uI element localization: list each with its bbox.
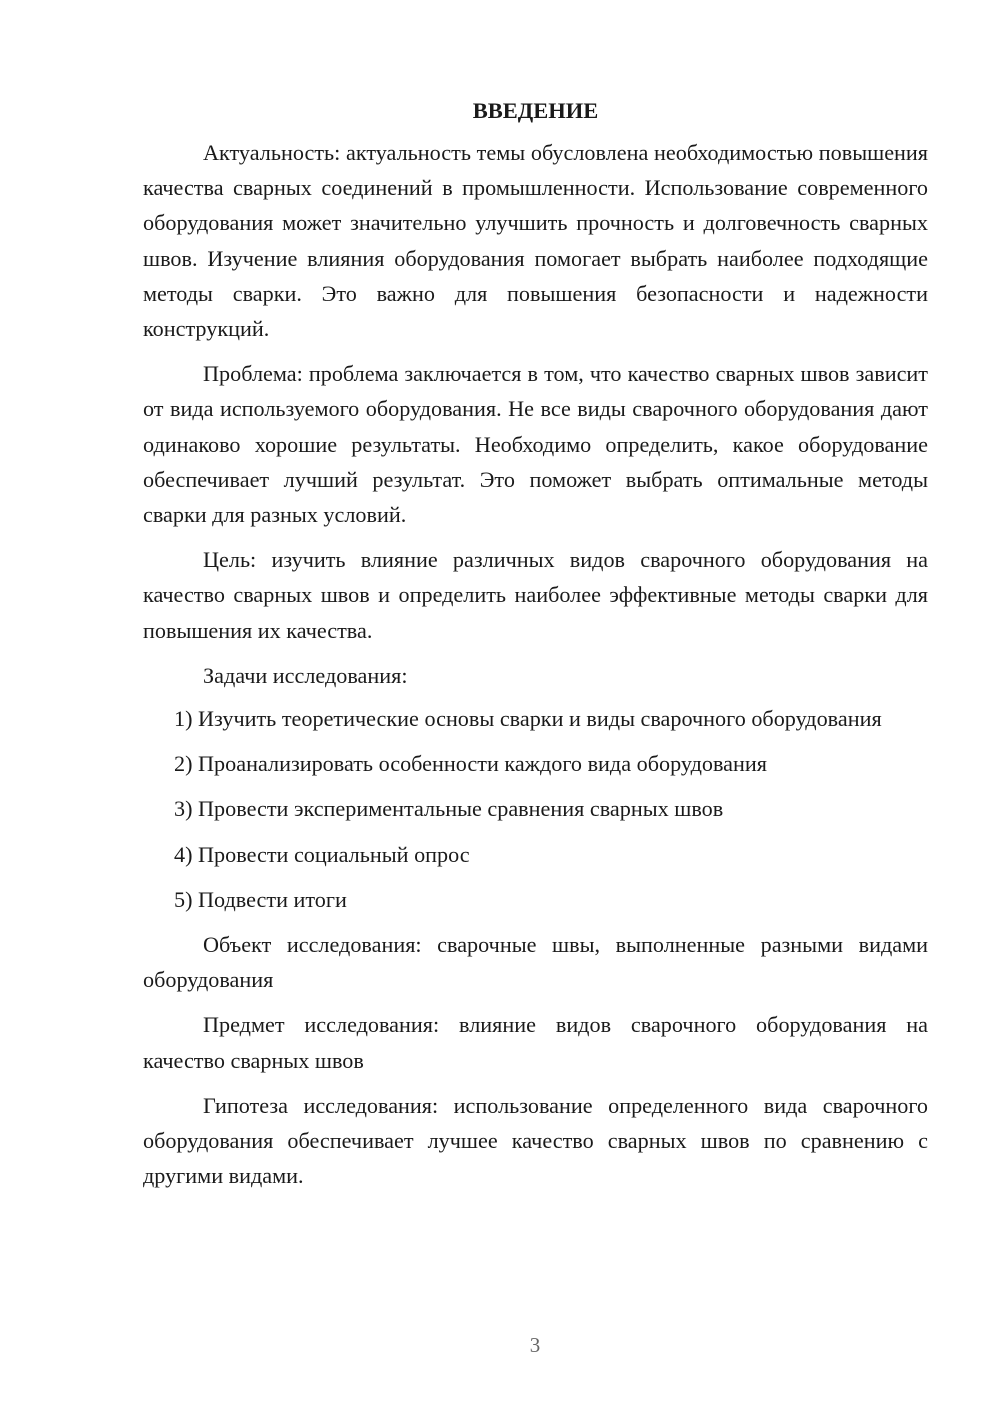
goal-paragraph: Цель: изучить влияние различных видов сварочного оборудования на качество сварных швов и определить наиболее эффективные методы сварки для повышения их качества.: [143, 547, 928, 643]
tasks-list: [143, 701, 928, 917]
page-content: [143, 96, 928, 1193]
tasks-heading: Задачи исследования:: [203, 662, 408, 688]
task-item: 2) Проанализировать особенности каждого вида оборудования: [174, 751, 767, 777]
subject-paragraph: Предмет исследования: влияние видов сварочного оборудования на качество сварных швов: [143, 1012, 928, 1073]
object-paragraph: Объект исследования: сварочные швы, выполненные разными видами оборудования: [143, 932, 928, 993]
task-item: 1) Изучить теоретические основы сварки и виды сварочного оборудования: [174, 706, 882, 732]
task-item: 5) Подвести итоги: [174, 886, 347, 912]
hypothesis-paragraph: Гипотеза исследования: использование определенного вида сварочного оборудования обеспечивает лучшее качество сварных швов по сравнению с другими видами.: [143, 1092, 928, 1189]
task-item: 3) Провести экспериментальные сравнения сварных швов: [174, 796, 724, 822]
problem-paragraph: Проблема: проблема заключается в том, что качество сварных швов зависит от вида используемого оборудования. Не все виды сварочного оборудования дают одинаково хорошие результаты. Необходимо определить, какое оборудование обеспечивает лучший результат. Это поможет выбрать оптимальные методы сварки для разных условий.: [143, 361, 928, 528]
relevance-paragraph: Актуальность: актуальность темы обусловлена необходимостью повышения качества сварных соединений в промышленности. Использование современного оборудования может значительно улучшить прочность и долговечность сварных швов. Изучение влияния оборудования помогает выбрать наиболее подходящие методы сварки. Это важно для повышения безопасности и надежности конструкций.: [143, 140, 928, 342]
section-title: ВВЕДЕНИЕ: [472, 98, 599, 123]
task-item: 4) Провести социальный опрос: [174, 841, 470, 867]
page-number: 3: [529, 1333, 541, 1357]
